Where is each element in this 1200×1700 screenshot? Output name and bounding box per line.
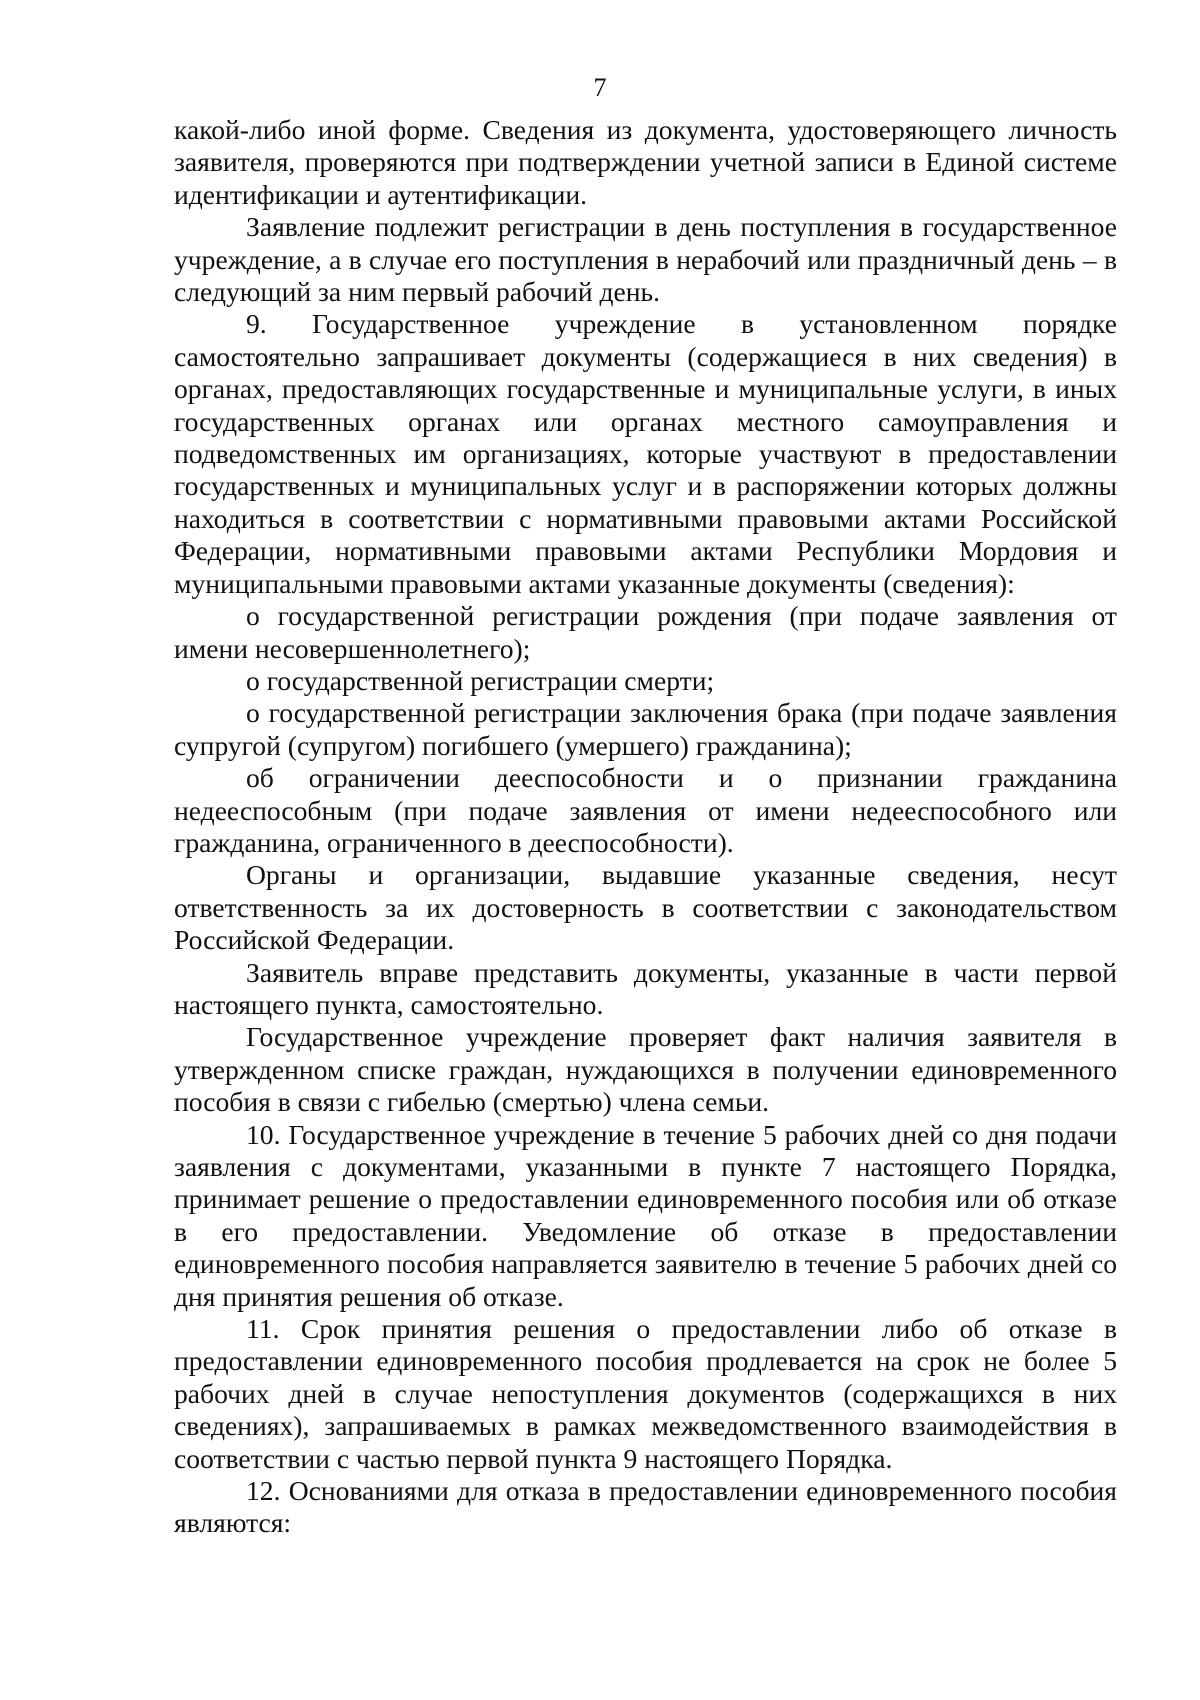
paragraph-list-check: Государственное учреждение проверяет факт наличия заявителя в утвержденном списке граждан, нуждающихся в получении единовременного пособия в связи с гибелью (смертью) члена семьи.	[174, 1021, 1117, 1118]
paragraph-item-11: 11. Срок принятия решения о предоставлении либо об отказе в предоставлении единовременного пособия продлевается на срок не более 5 рабочих дней в случае непоступления документов (содержащихся в них сведениях), запрашиваемых в рамках межведомственного взаимодействия в соответствии с частью первой пункта 9 настоящего Порядка.	[174, 1313, 1117, 1474]
paragraph-item-10: 10. Государственное учреждение в течение 5 рабочих дней со дня подачи заявления с документами, указанными в пункте 7 настоящего Порядка, принимает решение о предоставлении единовременного пособия или об отказе в его предоставлении. Уведомление об отказе в предоставлении единовременного пособия направляется заявителю в течение 5 рабочих дней со дня принятия решения об отказе.	[174, 1118, 1117, 1312]
paragraph-continuation: какой-либо иной форме. Сведения из документа, удостоверяющего личность заявителя, проверяются при подтверждении учетной записи в Единой системе идентификации и аутентификации.	[174, 114, 1117, 210]
list-item-legal-capacity: об ограничении дееспособности и о признании гражданина недееспособным (при подаче заявления от имени недееспособного или гражданина, ограниченного в дееспособности).	[174, 762, 1117, 858]
document-body	[174, 114, 1117, 1540]
list-item-marriage-registration: о государственной регистрации заключения брака (при подаче заявления супругой (супругом) погибшего (умершего) гражданина);	[174, 697, 1117, 761]
page-number: 7	[593, 73, 607, 102]
paragraph-item-9: 9. Государственное учреждение в установленном порядке самостоятельно запрашивает документы (содержащиеся в них сведения) в органах, предоставляющих государственные и муниципальные услуги, в иных государственных органах или органах местного самоуправления и подведомственных им организациях, которые участвуют в предоставлении государственных и муниципальных услуг и в распоряжении которых должны находиться в соответствии с нормативными правовыми актами Российской Федерации, нормативными правовыми актами Республики Мордовия и муниципальными правовыми актами указанные документы (сведения):	[174, 308, 1117, 599]
paragraph-responsibility: Органы и организации, выдавшие указанные сведения, несут ответственность за их достоверность в соответствии с законодательством Российской Федерации.	[174, 859, 1117, 956]
paragraph-registration: Заявление подлежит регистрации в день поступления в государственное учреждение, а в случае его поступления в нерабочий или праздничный день – в следующий за ним первый рабочий день.	[174, 211, 1117, 308]
list-item-death-registration: о государственной регистрации смерти;	[246, 664, 715, 696]
list-item-birth-registration: о государственной регистрации рождения (при подаче заявления от имени несовершеннолетнего);	[174, 600, 1117, 664]
paragraph-item-12: 12. Основаниями для отказа в предоставлении единовременного пособия являются:	[174, 1475, 1117, 1539]
paragraph-applicant-right: Заявитель вправе представить документы, указанные в части первой настоящего пункта, самостоятельно.	[174, 956, 1117, 1020]
